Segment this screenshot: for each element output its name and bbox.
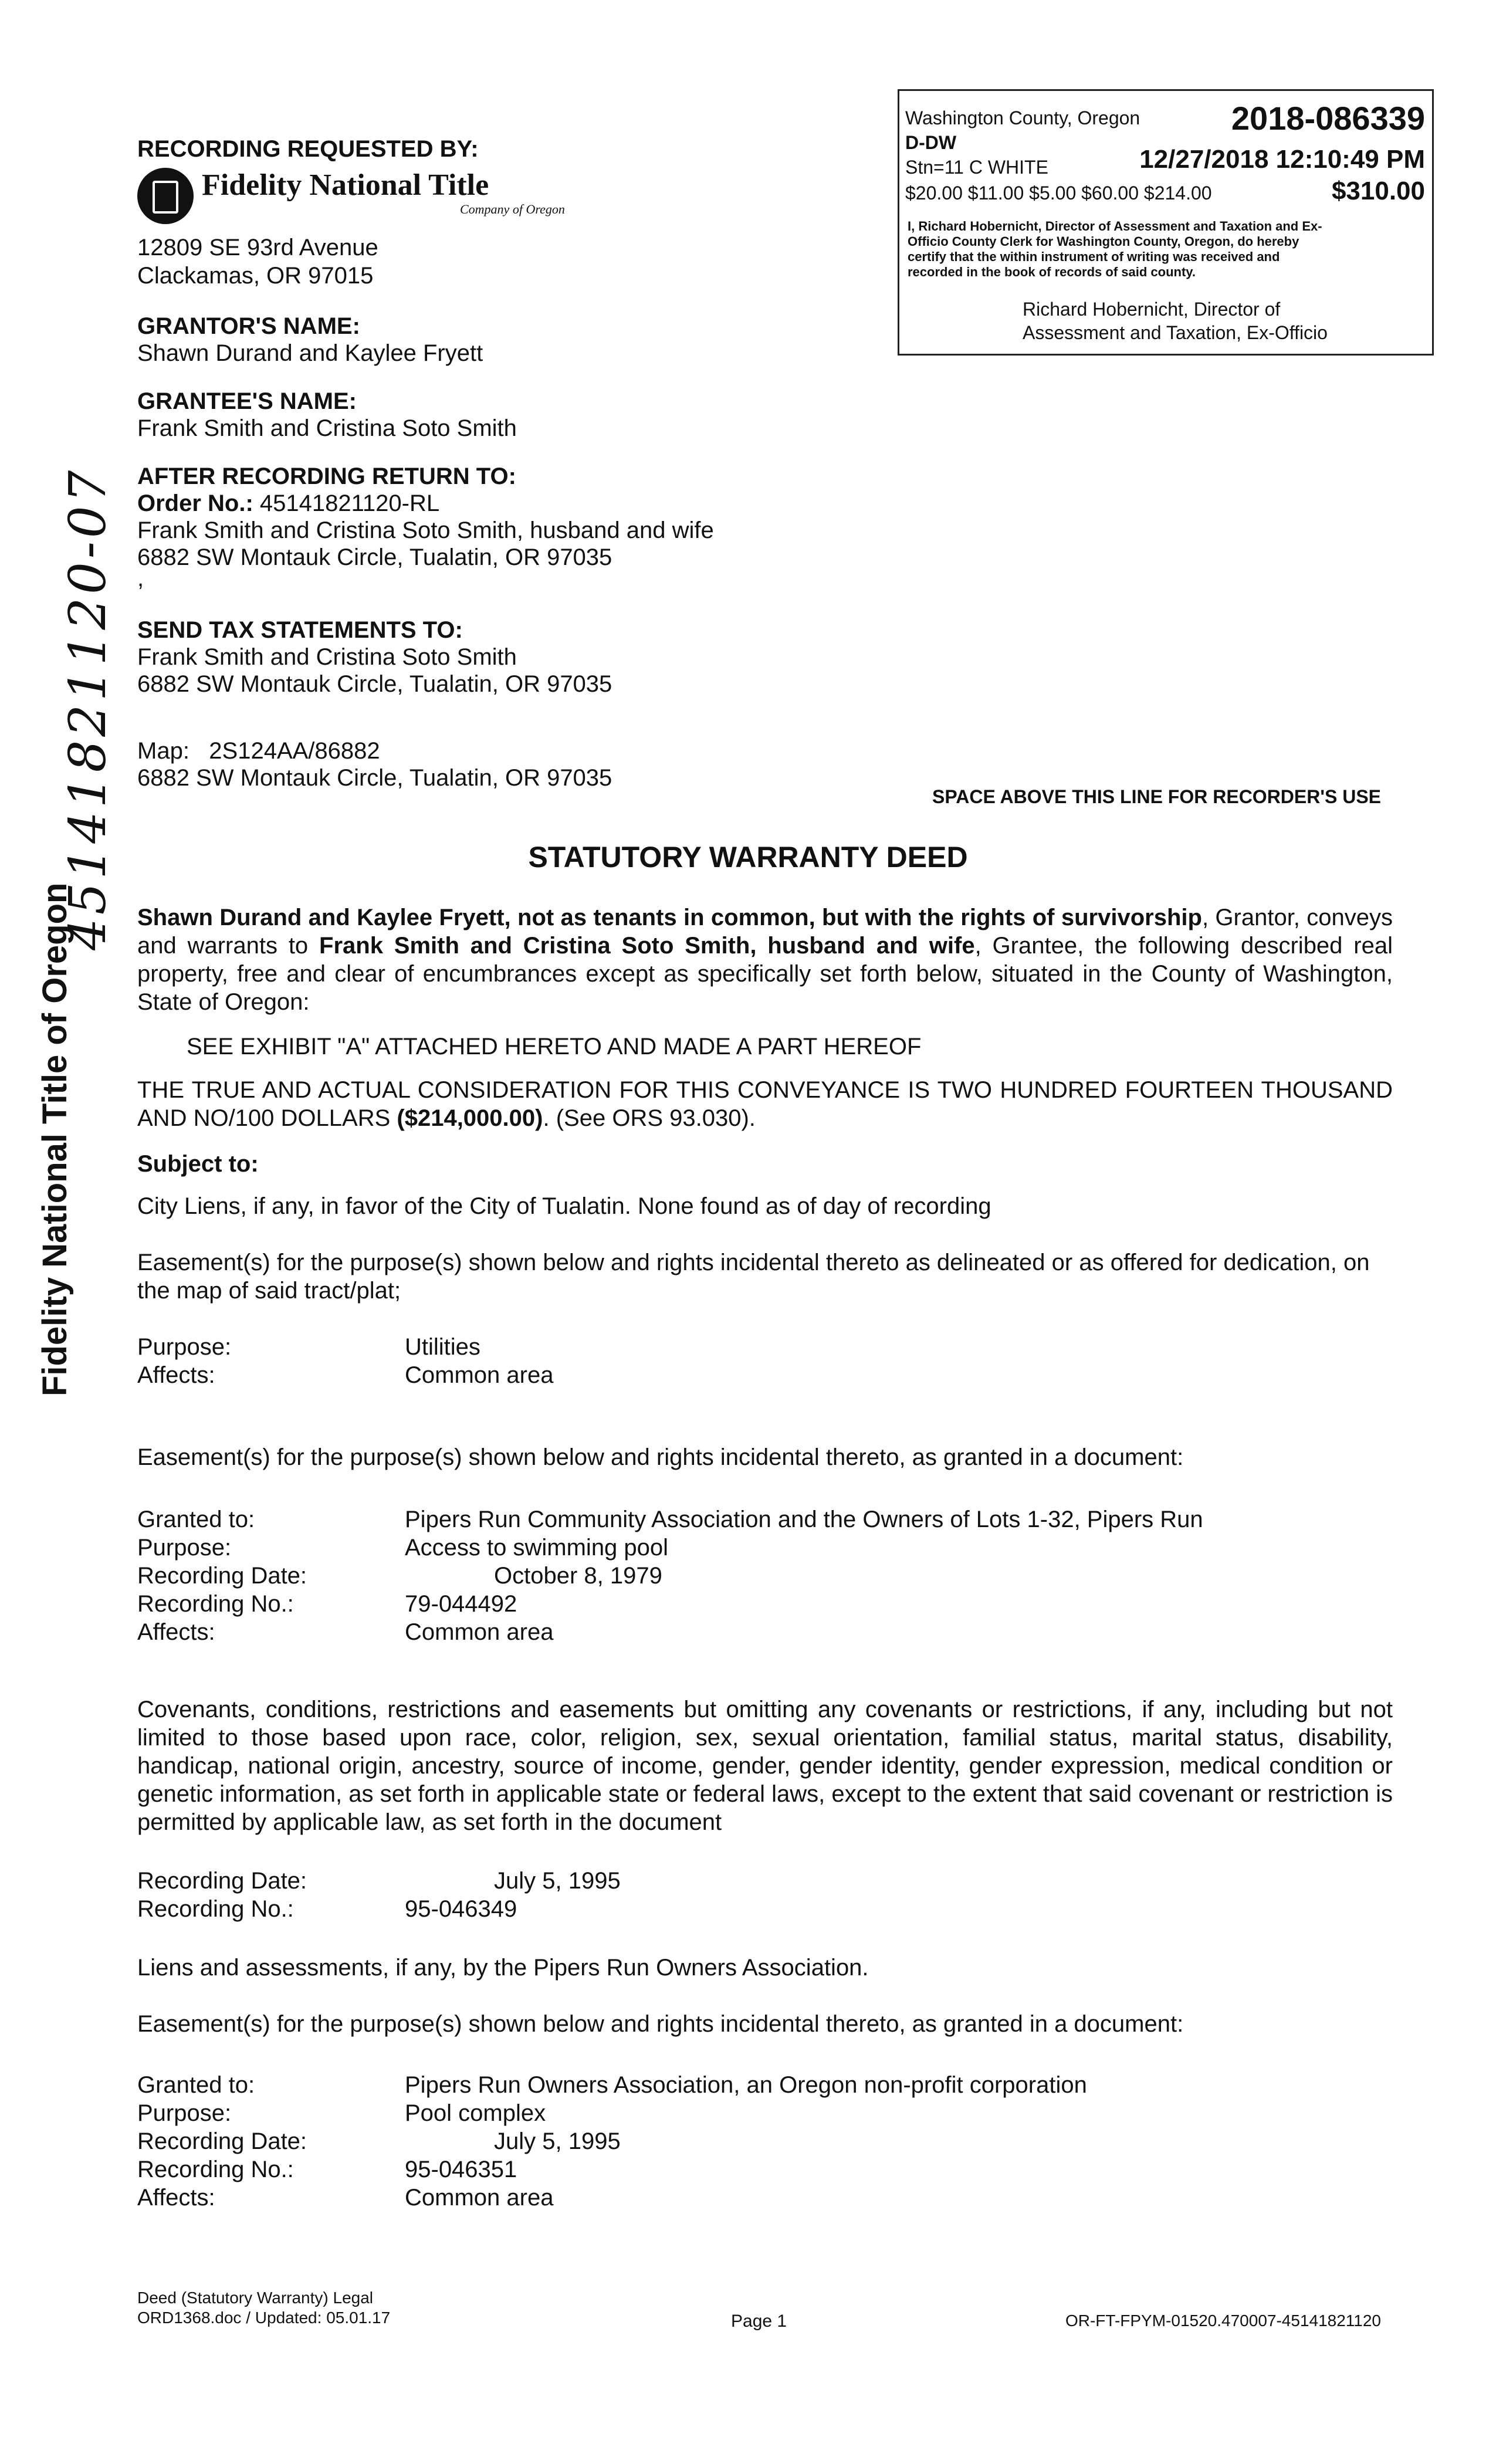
grantor-label: GRANTOR'S NAME: [137,313,360,339]
space-above-note: SPACE ABOVE THIS LINE FOR RECORDER'S USE [932,786,1381,807]
covenants-no-label: Recording No.: [137,1896,294,1922]
easement3-text: Easement(s) for the purpose(s) shown below and rights incidental thereto, as granted in a document: [137,2011,1184,2037]
recorder-stamp-box [898,89,1434,356]
side-company-stamp: Fidelity National Title of Oregon [36,882,74,1396]
intro-paragraph [137,903,1393,1016]
easement3-no-label: Recording No.: [137,2157,294,2182]
recorder-county: Washington County, Oregon [905,107,1140,128]
easement2-purpose: Access to swimming pool [405,1535,669,1561]
recorder-cert-line1: I, Richard Hobernicht, Director of Assessment and Taxation and Ex- [908,219,1322,233]
consideration-text-b: . (See ORS 93.030). [543,1105,756,1131]
intro-text-b: , Grantee, the following described real property, free and clear of encumbrances except as specifically set forth below, situated in the County of Washington, State of Oregon: [137,933,1393,1015]
grantee-name: Frank Smith and Cristina Soto Smith [137,415,517,441]
recorder-cert-line3: certify that the within instrument of writing was received and [908,249,1280,264]
return-to-line1: Frank Smith and Cristina Soto Smith, husband and wife [137,517,714,543]
tax-statements-line1: Frank Smith and Cristina Soto Smith [137,644,517,670]
covenants-date: July 5, 1995 [494,1868,621,1894]
easement2-no-label: Recording No.: [137,1591,294,1617]
footer-doc-updated: ORD1368.doc / Updated: 05.01.17 [137,2309,391,2327]
subject-to-heading: Subject to: [137,1151,259,1177]
grantor-name: Shawn Durand and Kaylee Fryett [137,340,483,366]
easement3-no: 95-046351 [405,2157,517,2182]
map-value: 2S124AA/86882 [209,738,380,764]
recorder-datetime: 12/27/2018 12:10:49 PM [1139,145,1425,174]
easement3-purpose-label: Purpose: [137,2100,232,2126]
recorder-cert-line4: recorded in the book of records of said county. [908,265,1196,279]
page-title: STATUTORY WARRANTY DEED [528,841,968,874]
easement1-affects-label: Affects: [137,1362,215,1388]
requester-address-line1: 12809 SE 93rd Avenue [137,235,378,260]
grantee-label: GRANTEE'S NAME: [137,388,357,414]
map-label: Map: [137,738,189,764]
logo-company-name: Fidelity National Title [202,168,489,202]
exhibit-line: SEE EXHIBIT "A" ATTACHED HERETO AND MADE A PART HEREOF [187,1034,922,1060]
easement3-affects: Common area [405,2185,554,2211]
handwritten-order-number: 45141821120-07 [59,466,117,950]
consideration-amount: ($214,000.00) [397,1105,543,1131]
city-liens: City Liens, if any, in favor of the City of Tualatin. None found as of day of recording [137,1193,991,1219]
easement2-date-label: Recording Date: [137,1563,307,1589]
order-number-label: Order No.: [137,490,253,516]
intro-grantor: Shawn Durand and Kaylee Fryett, not as tenants in common, but with the rights of survivorship [137,905,1202,930]
easement2-text: Easement(s) for the purpose(s) shown below and rights incidental thereto, as granted in a document: [137,1444,1184,1470]
easement2-granted-label: Granted to: [137,1507,255,1532]
recorder-station: Stn=11 C WHITE [905,157,1048,178]
easement3-date: July 5, 1995 [494,2128,621,2154]
order-number-value: 45141821120-RL [259,490,440,516]
easement2-granted: Pipers Run Community Association and the Owners of Lots 1-32, Pipers Run [405,1507,1203,1532]
easement1-purpose: Utilities [405,1334,480,1360]
covenants-date-label: Recording Date: [137,1868,307,1894]
easement3-date-label: Recording Date: [137,2128,307,2154]
easement3-granted: Pipers Run Owners Association, an Oregon non-profit corporation [405,2072,1087,2098]
recorder-signer-line1: Richard Hobernicht, Director of [1023,299,1281,320]
logo-icon [137,168,194,224]
easement2-affects: Common area [405,1619,554,1645]
easement2-date: October 8, 1979 [494,1563,662,1589]
covenants-text: Covenants, conditions, restrictions and easements but omitting any covenants or restrictions, if any, including but not limited to those based upon race, color, religion, sex, sexual orientation, familial status, marital status, disability, handicap, national origin, ancestry, source of income, gender, gender identity, gender expression, medical condition or genetic information, as set forth in applicable state or federal laws, except to the extent that said covenant or restriction is permitted by applicable law, as set forth in the document [137,1697,1393,1835]
footer-doc-name: Deed (Statutory Warranty) Legal [137,2289,374,2307]
easement3-granted-label: Granted to: [137,2072,255,2098]
consideration-paragraph [137,1076,1393,1132]
easement2-purpose-label: Purpose: [137,1535,232,1561]
order-number-row [137,489,439,517]
map-row [137,737,380,765]
covenants-no: 95-046349 [405,1896,517,1922]
return-to-line3: , [137,566,144,591]
consideration-text-a: THE TRUE AND ACTUAL CONSIDERATION FOR THIS CONVEYANCE IS TWO HUNDRED FOURTEEN THOUSAND AND NO/100 DOLLARS [137,1077,1393,1131]
map-address: 6882 SW Montauk Circle, Tualatin, OR 97035 [137,765,612,791]
easement1-affects: Common area [405,1362,554,1388]
tax-statements-label: SEND TAX STATEMENTS TO: [137,617,463,643]
easement3-purpose: Pool complex [405,2100,546,2126]
easement1-text: Easement(s) for the purpose(s) shown below and rights incidental thereto as delineated or as offered for dedication, on the map of said tract/plat; [137,1250,1370,1304]
recorder-doc-number: 2018-086339 [1231,100,1425,137]
recording-requested-label: RECORDING REQUESTED BY: [137,136,479,162]
return-to-line2: 6882 SW Montauk Circle, Tualatin, OR 97035 [137,544,612,570]
liens-line: Liens and assessments, if any, by the Pipers Run Owners Association. [137,1955,869,1981]
easement2-no: 79-044492 [405,1591,517,1617]
intro-grantee: Frank Smith and Cristina Soto Smith, husband and wife [319,933,975,959]
recorder-fees: $20.00 $11.00 $5.00 $60.00 $214.00 [905,182,1212,204]
intro-text-a: , Grantor, conveys and warrants to [137,905,1393,959]
recorder-signer-line2: Assessment and Taxation, Ex-Officio [1023,322,1328,343]
recorder-doc-type: D-DW [905,132,957,153]
logo-company-sub: Company of Oregon [460,202,565,216]
recorder-cert-line2: Officio County Clerk for Washington County, Oregon, do hereby [908,234,1299,249]
requester-address-line2: Clackamas, OR 97015 [137,263,374,289]
footer-code: OR-FT-FPYM-01520.470007-45141821120 [1065,2311,1381,2330]
easement3-affects-label: Affects: [137,2185,215,2211]
footer-page-number: Page 1 [731,2311,787,2331]
easement1-purpose-label: Purpose: [137,1334,232,1360]
tax-statements-line2: 6882 SW Montauk Circle, Tualatin, OR 97035 [137,671,612,697]
recorder-total: $310.00 [1331,177,1425,205]
easement2-affects-label: Affects: [137,1619,215,1645]
return-to-label: AFTER RECORDING RETURN TO: [137,463,516,489]
